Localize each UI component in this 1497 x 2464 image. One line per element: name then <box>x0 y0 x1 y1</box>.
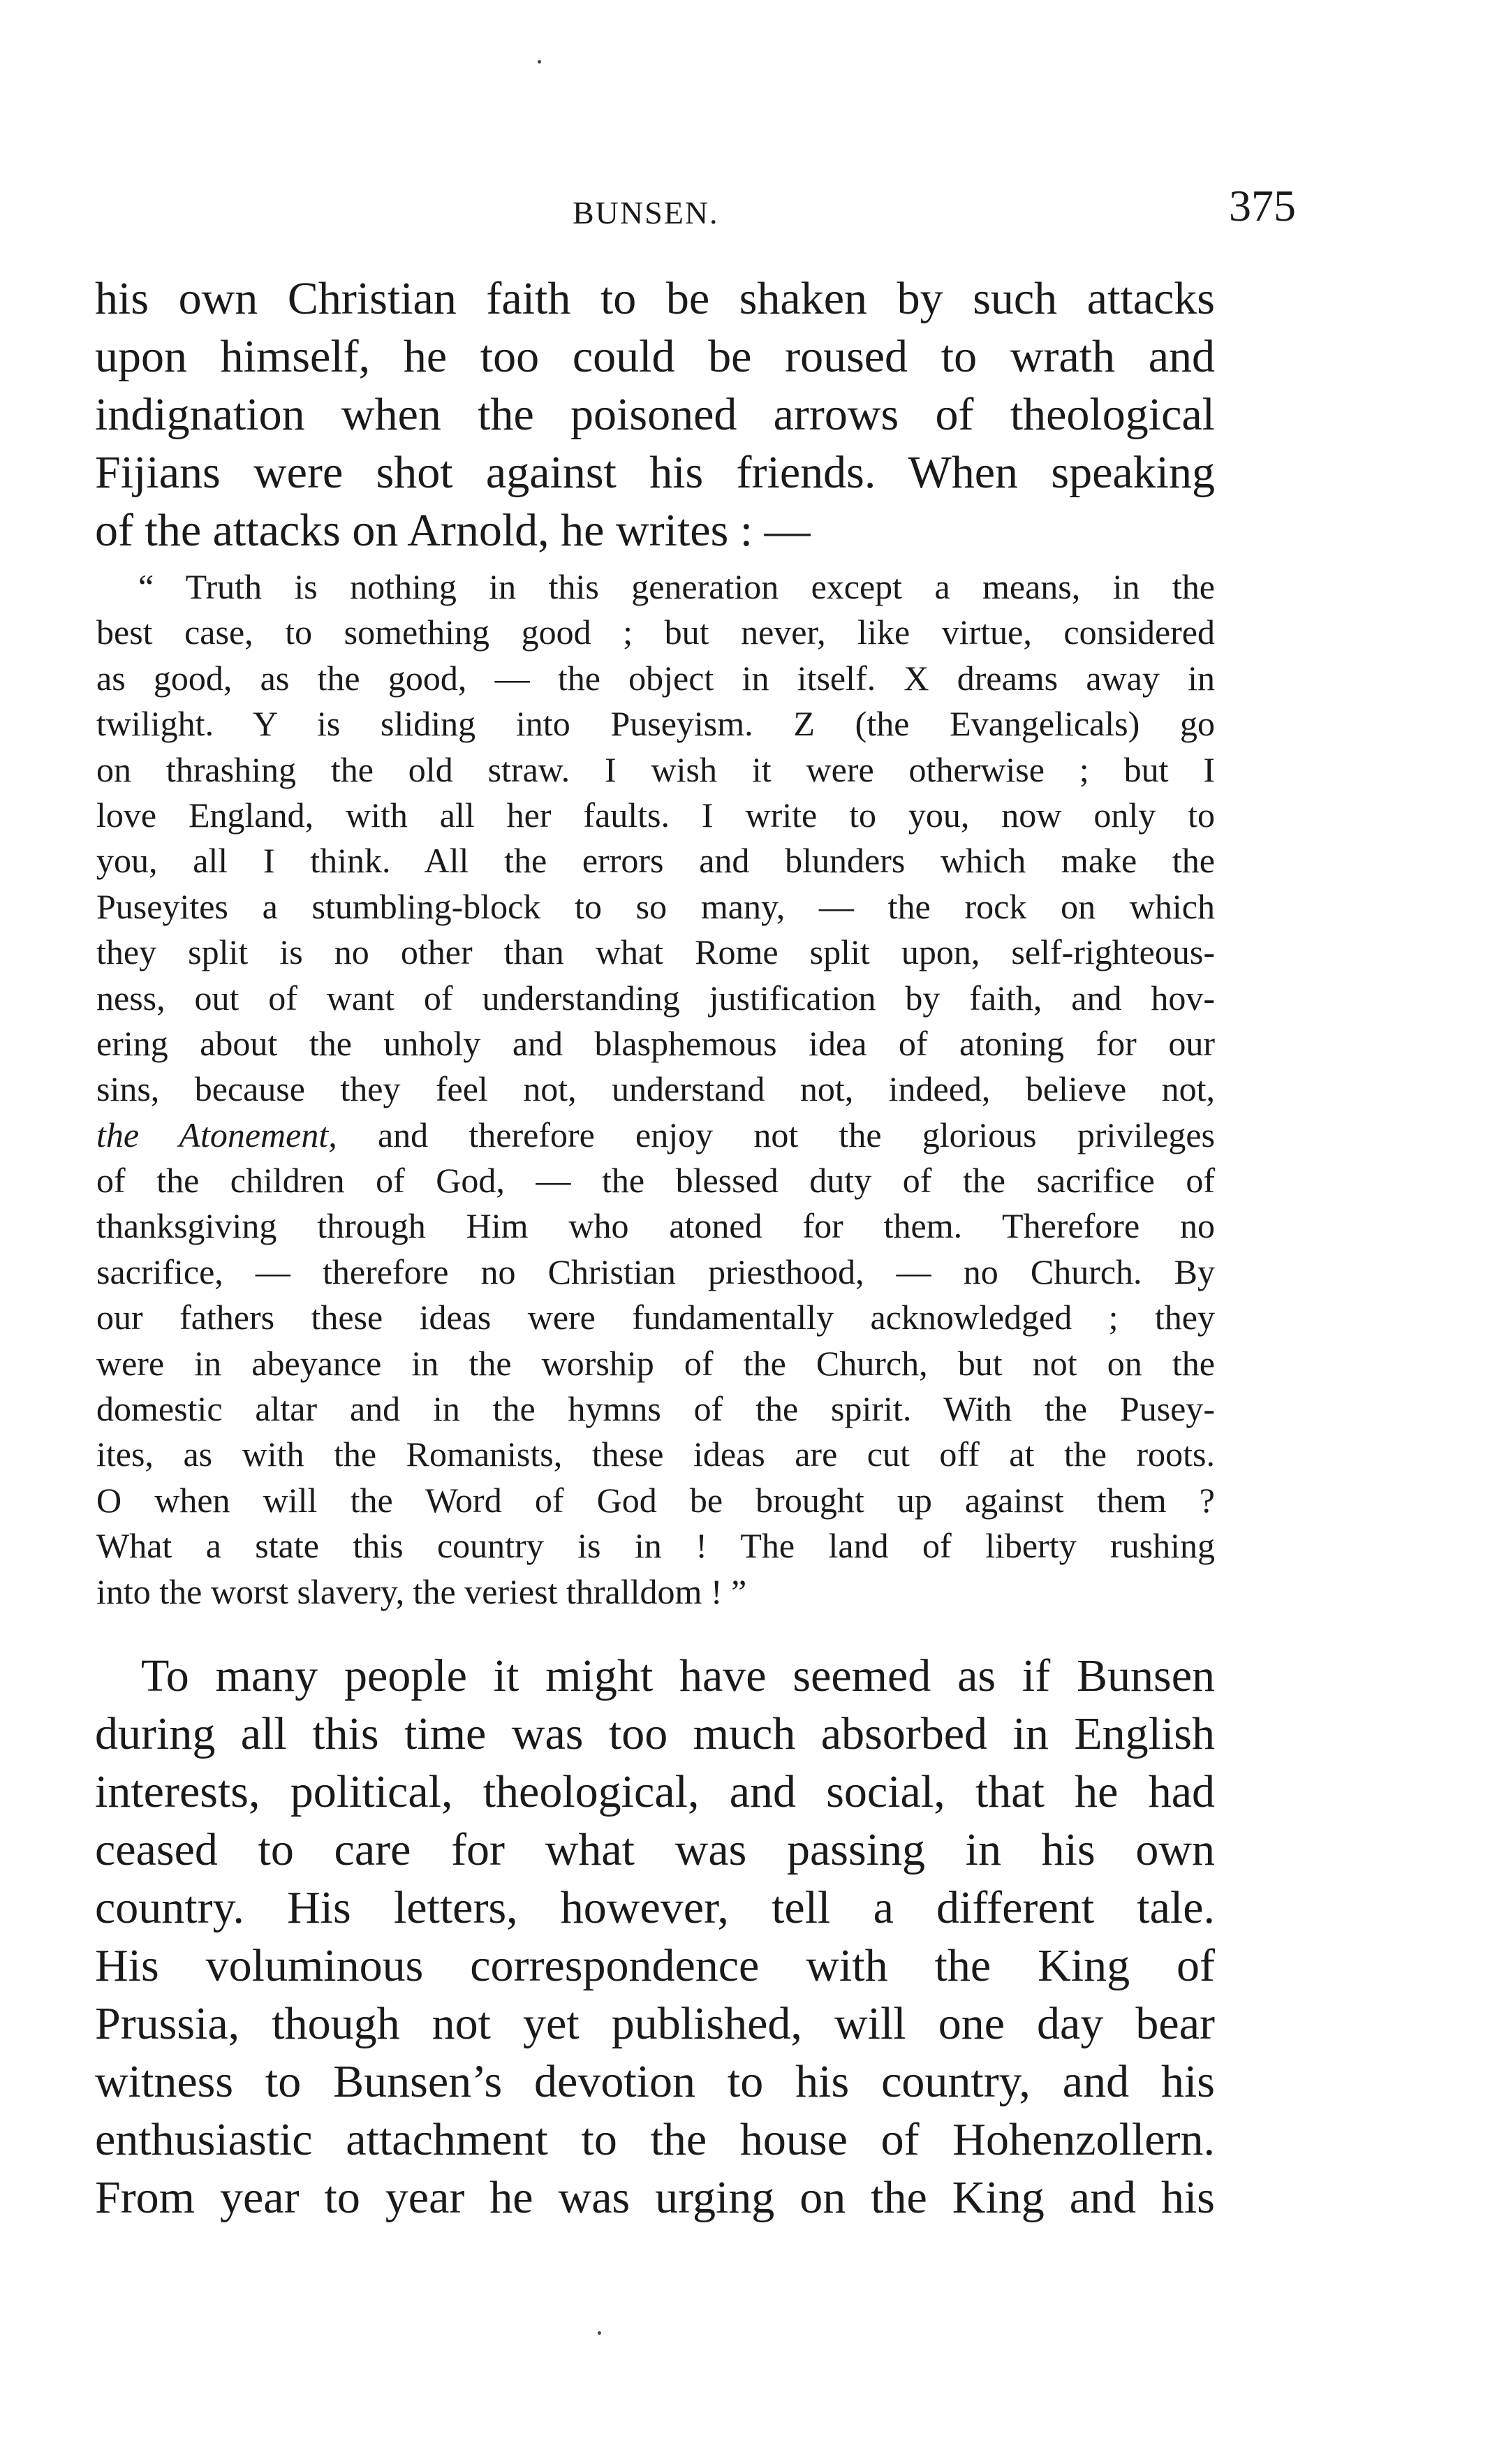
quote-line: were in abeyance in the worship of the Church, but not on the <box>96 1343 1215 1383</box>
quote-line: twilight. Y is sliding into Puseyism. Z (the Evangelicals) go <box>96 704 1215 744</box>
text-line: Prussia, though not yet published, will one day bear <box>95 1998 1215 2049</box>
paragraph-1 <box>95 270 1215 559</box>
quote-line: “ Truth is nothing in this generation except a means, in the <box>138 567 1215 606</box>
quote-line: ering about the unholy and blasphemous idea of atoning for our <box>96 1023 1215 1063</box>
text-line: ceased to care for what was passing in his own <box>95 1824 1215 1875</box>
text-line: To many people it might have seemed as if Bunsen <box>141 1650 1215 1701</box>
text-line: upon himself, he too could be roused to wrath and <box>95 331 1215 382</box>
text-line: Fijians were shot against his friends. When speaking <box>95 447 1215 498</box>
quote-line: on thrashing the old straw. I wish it were otherwise ; but I <box>96 749 1215 789</box>
running-head <box>98 176 1296 246</box>
text-line: His voluminous correspondence with the King of <box>95 1940 1215 1991</box>
quote-line: love England, with all her faults. I write to you, now only to <box>96 795 1215 835</box>
quote-line: O when will the Word of God be brought up against them ? <box>96 1480 1215 1520</box>
quote-line: domestic altar and in the hymns of the spirit. With the Pusey- <box>96 1389 1215 1429</box>
specks-top <box>538 60 541 64</box>
quote-line: as good, as the good, — the object in itself. X dreams away in <box>96 658 1215 698</box>
quote-line: our fathers these ideas were fundamentally acknowledged ; they <box>96 1298 1215 1337</box>
text-line: From year to year he was urging on the King and his <box>95 2172 1215 2223</box>
text-line: interests, political, theological, and social, that he had <box>95 1766 1215 1817</box>
quote-line: ness, out of want of understanding justification by faith, and hov- <box>96 978 1215 1018</box>
quote-line: sacrifice, — therefore no Christian priesthood, — no Church. By <box>96 1252 1215 1291</box>
quote-line: sins, because they feel not, understand not, indeed, believe not, <box>96 1069 1215 1109</box>
specks-bottom <box>598 2331 601 2335</box>
text-line: his own Christian faith to be shaken by such attacks <box>95 273 1215 324</box>
quote-line: best case, to something good ; but never, like virtue, considered <box>96 613 1215 652</box>
paragraph-2 <box>95 1647 1215 2227</box>
quote-line: they split is no other than what Rome split upon, self-righteous- <box>96 932 1215 972</box>
quote-line-rest: and therefore enjoy not the glorious privileges <box>337 1115 1216 1154</box>
quote-line: ites, as with the Romanists, these ideas are cut off at the roots. <box>96 1435 1215 1474</box>
block-quote <box>96 564 1215 1615</box>
page-number: 375 <box>1229 181 1296 230</box>
quote-line: Puseyites a stumbling-block to so many, — the rock on which <box>96 886 1215 926</box>
text-line: of the attacks on Arnold, he writes : — <box>95 505 811 556</box>
italic-phrase: the Atonement, <box>96 1115 337 1154</box>
running-head-title: BUNSEN. <box>573 195 719 230</box>
text-line: indignation when the poisoned arrows of theological <box>95 389 1215 440</box>
quote-line: of the children of God, — the blessed duty of the sacrifice of <box>96 1161 1215 1201</box>
quote-line: into the worst slavery, the veriest thralldom ! ” <box>96 1571 747 1611</box>
quote-line: What a state this country is in ! The land of liberty rushing <box>96 1526 1215 1566</box>
text-line: during all this time was too much absorbed in English <box>95 1708 1215 1759</box>
text-line: witness to Bunsen’s devotion to his country, and his <box>95 2056 1215 2107</box>
text-line: country. His letters, however, tell a different tale. <box>95 1882 1215 1933</box>
quote-line-emphasis <box>96 1113 1215 1158</box>
quote-line: you, all I think. All the errors and blunders which make the <box>96 841 1215 881</box>
quote-line: thanksgiving through Him who atoned for them. Therefore no <box>96 1206 1215 1246</box>
text-line: enthusiastic attachment to the house of Hohenzollern. <box>95 2114 1215 2165</box>
